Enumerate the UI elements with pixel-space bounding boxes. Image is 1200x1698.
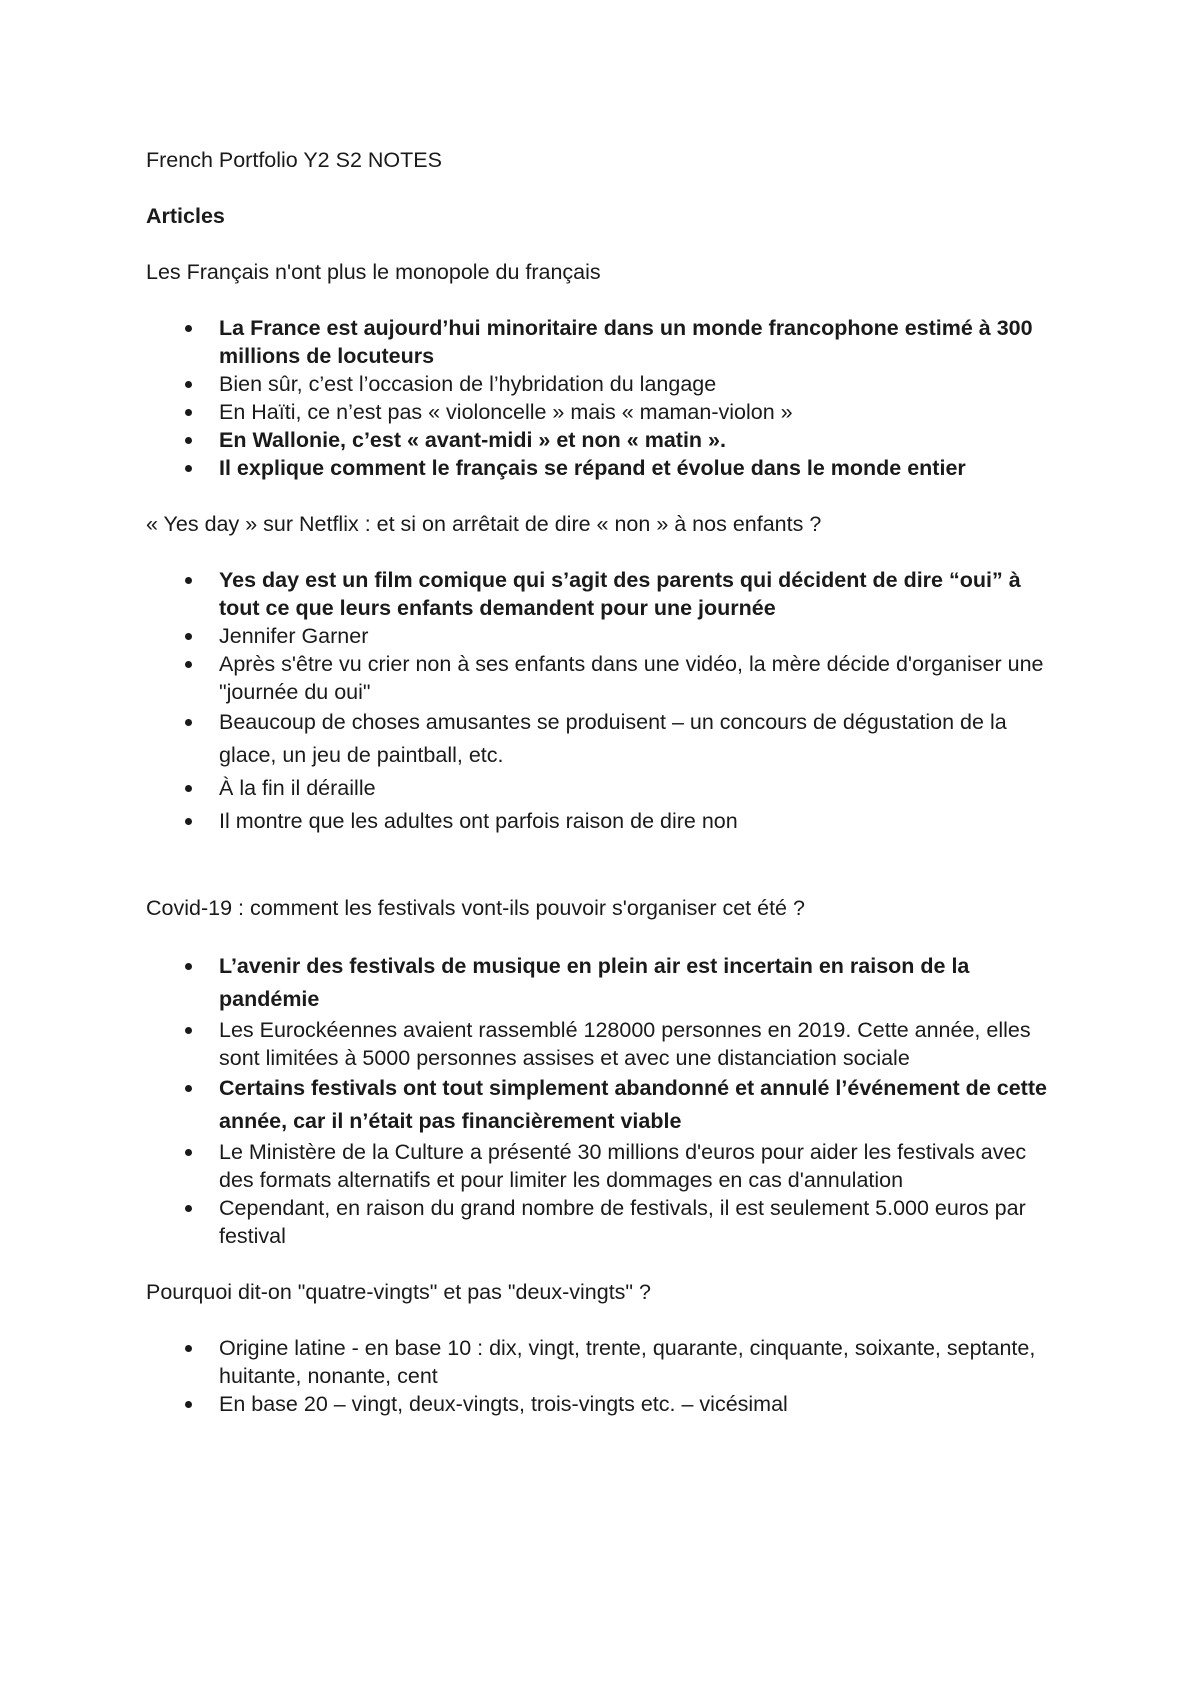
bullet-item: Il montre que les adultes ont parfois raison de dire non (146, 805, 1066, 838)
bullet-item: À la fin il déraille (146, 772, 1066, 805)
bullet-item: Yes day est un film comique qui s’agit des parents qui décident de dire “oui” à tout ce que leurs enfants demandent pour une journée (146, 566, 1066, 622)
bullet-list (146, 1334, 1066, 1418)
document-title: French Portfolio Y2 S2 NOTES (146, 148, 442, 172)
bullet-item: Après s'être vu crier non à ses enfants dans une vidéo, la mère décide d'organiser une "journée du oui" (146, 650, 1066, 706)
bullet-item: Beaucoup de choses amusantes se produisent – un concours de dégustation de la glace, un jeu de paintball, etc. (146, 706, 1066, 772)
bullet-item: En base 20 – vingt, deux-vingts, trois-vingts etc. – vicésimal (146, 1390, 1066, 1418)
bullet-item: Bien sûr, c’est l’occasion de l’hybridation du langage (146, 370, 1066, 398)
spacer (146, 866, 1066, 894)
section-heading-articles: Articles (146, 204, 225, 228)
bullet-list (146, 314, 1066, 482)
bullet-item: La France est aujourd’hui minoritaire dans un monde francophone estimé à 300 millions de locuteurs (146, 314, 1066, 370)
article-title: Pourquoi dit-on "quatre-vingts" et pas "deux-vingts" ? (146, 1280, 651, 1304)
article-title: Covid-19 : comment les festivals vont-ils pouvoir s'organiser cet été ? (146, 896, 805, 920)
article-title: « Yes day » sur Netflix : et si on arrêtait de dire « non » à nos enfants ? (146, 512, 822, 536)
bullet-item: Il explique comment le français se répand et évolue dans le monde entier (146, 454, 1066, 482)
bullet-item: Cependant, en raison du grand nombre de festivals, il est seulement 5.000 euros par festival (146, 1194, 1066, 1250)
bullet-list (146, 566, 1066, 838)
bullet-list (146, 950, 1066, 1250)
article-title: Les Français n'ont plus le monopole du français (146, 260, 601, 284)
bullet-item: En Haïti, ce n’est pas « violoncelle » mais « maman-violon » (146, 398, 1066, 426)
bullet-item: Origine latine - en base 10 : dix, vingt, trente, quarante, cinquante, soixante, septante, huitante, nonante, cent (146, 1334, 1066, 1390)
bullet-item: Les Eurockéennes avaient rassemblé 128000 personnes en 2019. Cette année, elles sont limitées à 5000 personnes assises et avec une distanciation sociale (146, 1016, 1066, 1072)
bullet-item: Certains festivals ont tout simplement abandonné et annulé l’événement de cette année, car il n’était pas financièrement viable (146, 1072, 1066, 1138)
bullet-item: Le Ministère de la Culture a présenté 30 millions d'euros pour aider les festivals avec des formats alternatifs et pour limiter les dommages en cas d'annulation (146, 1138, 1066, 1194)
bullet-item: Jennifer Garner (146, 622, 1066, 650)
bullet-item: En Wallonie, c’est « avant-midi » et non « matin ». (146, 426, 1066, 454)
bullet-item: L’avenir des festivals de musique en plein air est incertain en raison de la pandémie (146, 950, 1066, 1016)
document-body (146, 146, 1066, 1446)
